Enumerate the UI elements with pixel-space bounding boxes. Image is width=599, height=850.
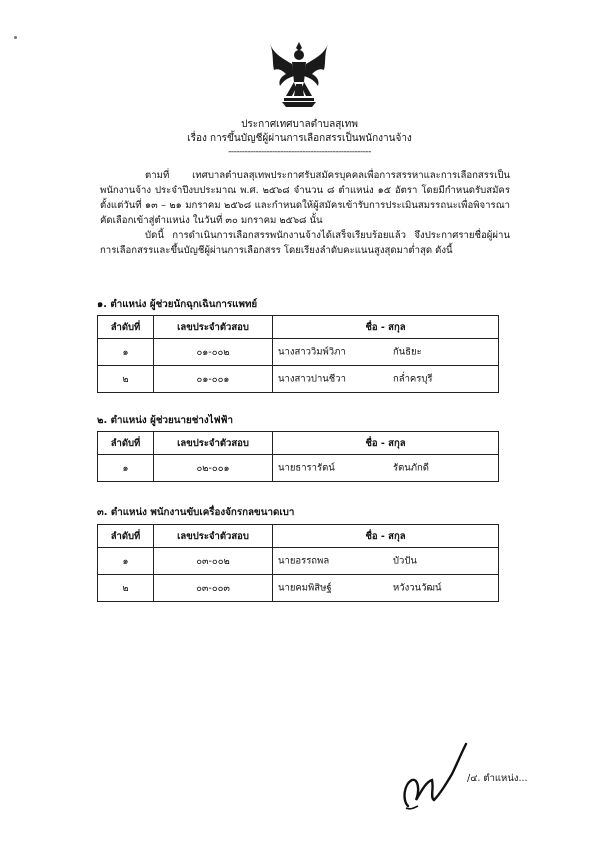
cell-name [273,575,499,602]
signature-icon [400,740,470,812]
col-header-no: ลำดับที่ [98,432,154,455]
cell-exam-id: ๐๑-๐๐๒ [154,339,273,366]
table-row [98,339,499,366]
col-header-exam-id: เลขประจำตัวสอบ [154,316,273,339]
cell-no: ๒ [98,575,154,602]
separator-line: ---------------------------------------------------- [228,147,371,157]
section-heading-2 [97,413,233,428]
table-row [98,366,499,393]
col-header-exam-id: เลขประจำตัวสอบ [154,432,273,455]
cell-exam-id: ๐๓-๐๐๓ [154,575,273,602]
section-position: พนักงานขับเครื่องจักรกลขนาดเบา [150,507,295,518]
last-name: รัตนภักดี [393,462,429,474]
first-name: นางสาวปานชีวา [278,373,346,385]
section-position: ผู้ช่วยนักฉุกเฉินการแพทย์ [149,299,258,310]
results-table-1 [97,315,499,393]
scan-speck [14,36,17,39]
announcement-subject: เรื่อง การขึ้นบัญชีผู้ผ่านการเลือกสรรเป็นพนักงานจ้าง [187,133,412,144]
table-row [98,455,499,482]
cell-no: ๑ [98,548,154,575]
section-prefix: ๒. ตำแหน่ง [97,415,147,426]
paragraph-result: บัดนี้ การดำเนินการเลือกสรรพนักงานจ้างได้เสร็จเรียบร้อยแล้ว จึงประกาศรายชื่อผู้ผ่านการเลือกสรรและขึ้นบัญชีผู้ผ่านการเลือกสรร โดยเรียงลำดับคะแนนสูงสุดมาต่ำสุด ดังนี้ [100,230,510,256]
table-row [98,548,499,575]
cell-name [273,455,499,482]
cell-exam-id: ๐๒-๐๐๑ [154,455,273,482]
cell-no: ๑ [98,339,154,366]
cell-name [273,339,499,366]
col-header-name: ชื่อ - สกุล [273,316,499,339]
section-prefix: ๑. ตำแหน่ง [97,299,147,310]
col-header-name: ชื่อ - สกุล [273,432,499,455]
col-header-no: ลำดับที่ [98,316,154,339]
continuation-note: /๔. ตำแหน่ง... [467,773,528,784]
table-header-row [98,525,499,548]
cell-name [273,366,499,393]
cell-exam-id: ๐๓-๐๐๒ [154,548,273,575]
last-name: หวังวนวัฒน์ [393,582,442,594]
table-row [98,575,499,602]
section-position: ผู้ช่วยนายช่างไฟฟ้า [150,415,233,426]
first-name: นางสาววิมพ์วิภา [278,346,346,358]
last-name: บัวปัน [393,555,417,567]
first-name: นายธารารัตน์ [278,462,335,474]
announcement-title: ประกาศเทศบาลตำบลสุเทพ [241,119,358,130]
garuda-emblem-icon [268,40,330,108]
paragraph-intro: ตามที่ เทศบาลตำบลสุเทพประกาศรับสมัครบุคคลเพื่อการสรรหาและการเลือกสรรเป็นพนักงานจ้าง ประจำปีงบประมาณ พ.ศ. ๒๕๖๘ จำนวน ๘ ตำแหน่ง ๑๕ อัตรา โดยมีกำหนดรับสมัครตั้งแต่วันที่ ๑๓ – ๒๑ มกราคม ๒๕๖๘ และกำหนดให้ผู้สมัครเข้ารับการประเมินสมรรถนะเพื่อพิจารณาคัดเลือกเข้าสู่ตำแหน่ง ในวันที่ ๓๐ มกราคม ๒๕๖๘ นั้น [100,170,510,226]
section-heading-3 [97,505,294,520]
results-table-2 [97,431,499,482]
results-table-3 [97,524,499,602]
cell-no: ๑ [98,455,154,482]
cell-exam-id: ๐๑-๐๐๑ [154,366,273,393]
col-header-no: ลำดับที่ [98,525,154,548]
col-header-name: ชื่อ - สกุล [273,525,499,548]
cell-name [273,548,499,575]
last-name: กล่ำครบุรี [393,373,433,385]
first-name: นายคมพิสิษฐ์ [278,582,332,594]
section-prefix: ๓. ตำแหน่ง [97,507,147,518]
cell-no: ๒ [98,366,154,393]
last-name: กันธิยะ [393,346,422,358]
table-header-row [98,316,499,339]
section-heading-1 [97,297,257,312]
table-header-row [98,432,499,455]
first-name: นายอรรถพล [278,555,330,567]
col-header-exam-id: เลขประจำตัวสอบ [154,525,273,548]
